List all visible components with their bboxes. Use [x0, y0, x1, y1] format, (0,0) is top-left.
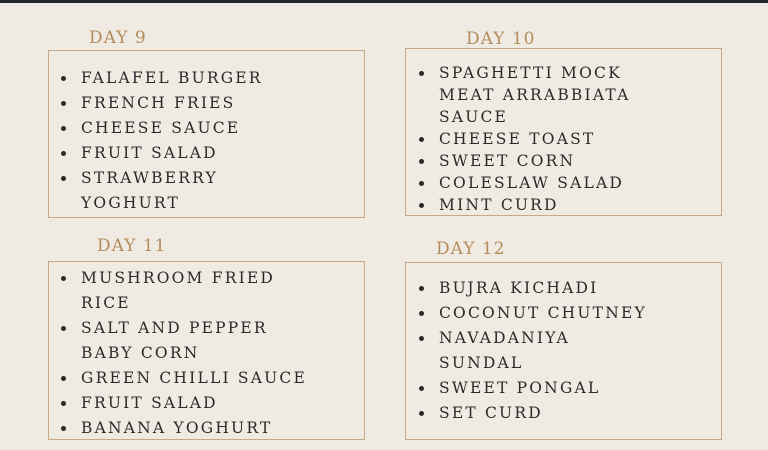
menu-item: STRAWBERRY: [59, 166, 263, 191]
day-12-menu-box: [405, 262, 722, 440]
menu-item: BUJRA KICHADI: [417, 276, 647, 301]
menu-item-continuation: MEAT ARRABBIATA: [439, 86, 631, 104]
menu-item-continuation: SUNDAL: [439, 354, 524, 372]
day-12-title: DAY 12: [436, 239, 506, 259]
menu-item: SALT AND PEPPER: [59, 316, 307, 341]
top-strip: [0, 0, 768, 3]
menu-item: CHEESE TOAST: [417, 128, 630, 150]
day-9-menu-list: [59, 66, 263, 216]
menu-item: FRUIT SALAD: [59, 391, 307, 416]
menu-item-continuation: SAUCE: [439, 108, 509, 126]
day-11-menu-list: [59, 266, 307, 441]
day-12-menu-list: [417, 276, 647, 426]
menu-item: SPAGHETTI MOCK: [417, 62, 630, 84]
menu-item: SWEET CORN: [417, 150, 630, 172]
menu-item-continuation: BABY CORN: [81, 344, 200, 362]
day-10-menu-list: [417, 62, 630, 216]
menu-item: COLESLAW SALAD: [417, 172, 630, 194]
menu-item: GREEN CHILLI SAUCE: [59, 366, 307, 391]
day-10-menu-box: [405, 48, 722, 216]
menu-item-continuation: RICE: [81, 294, 131, 312]
menu-item: FRENCH FRIES: [59, 91, 263, 116]
menu-item: FALAFEL BURGER: [59, 66, 263, 91]
menu-item: NAVADANIYA: [417, 326, 647, 351]
day-9-title: DAY 9: [89, 28, 147, 48]
day-10-title: DAY 10: [466, 29, 536, 49]
day-11-menu-box: [48, 261, 365, 440]
menu-item: SET CURD: [417, 401, 647, 426]
day-9-menu-box: [48, 50, 365, 218]
menu-item: COCONUT CHUTNEY: [417, 301, 647, 326]
menu-item: MINT CURD: [417, 194, 630, 216]
day-11-title: DAY 11: [97, 236, 167, 256]
menu-item: BANANA YOGHURT: [59, 416, 307, 441]
menu-item: FRUIT SALAD: [59, 141, 263, 166]
menu-item: MUSHROOM FRIED: [59, 266, 307, 291]
menu-item-continuation: YOGHURT: [81, 194, 181, 212]
menu-item: SWEET PONGAL: [417, 376, 647, 401]
menu-item: CHEESE SAUCE: [59, 116, 263, 141]
